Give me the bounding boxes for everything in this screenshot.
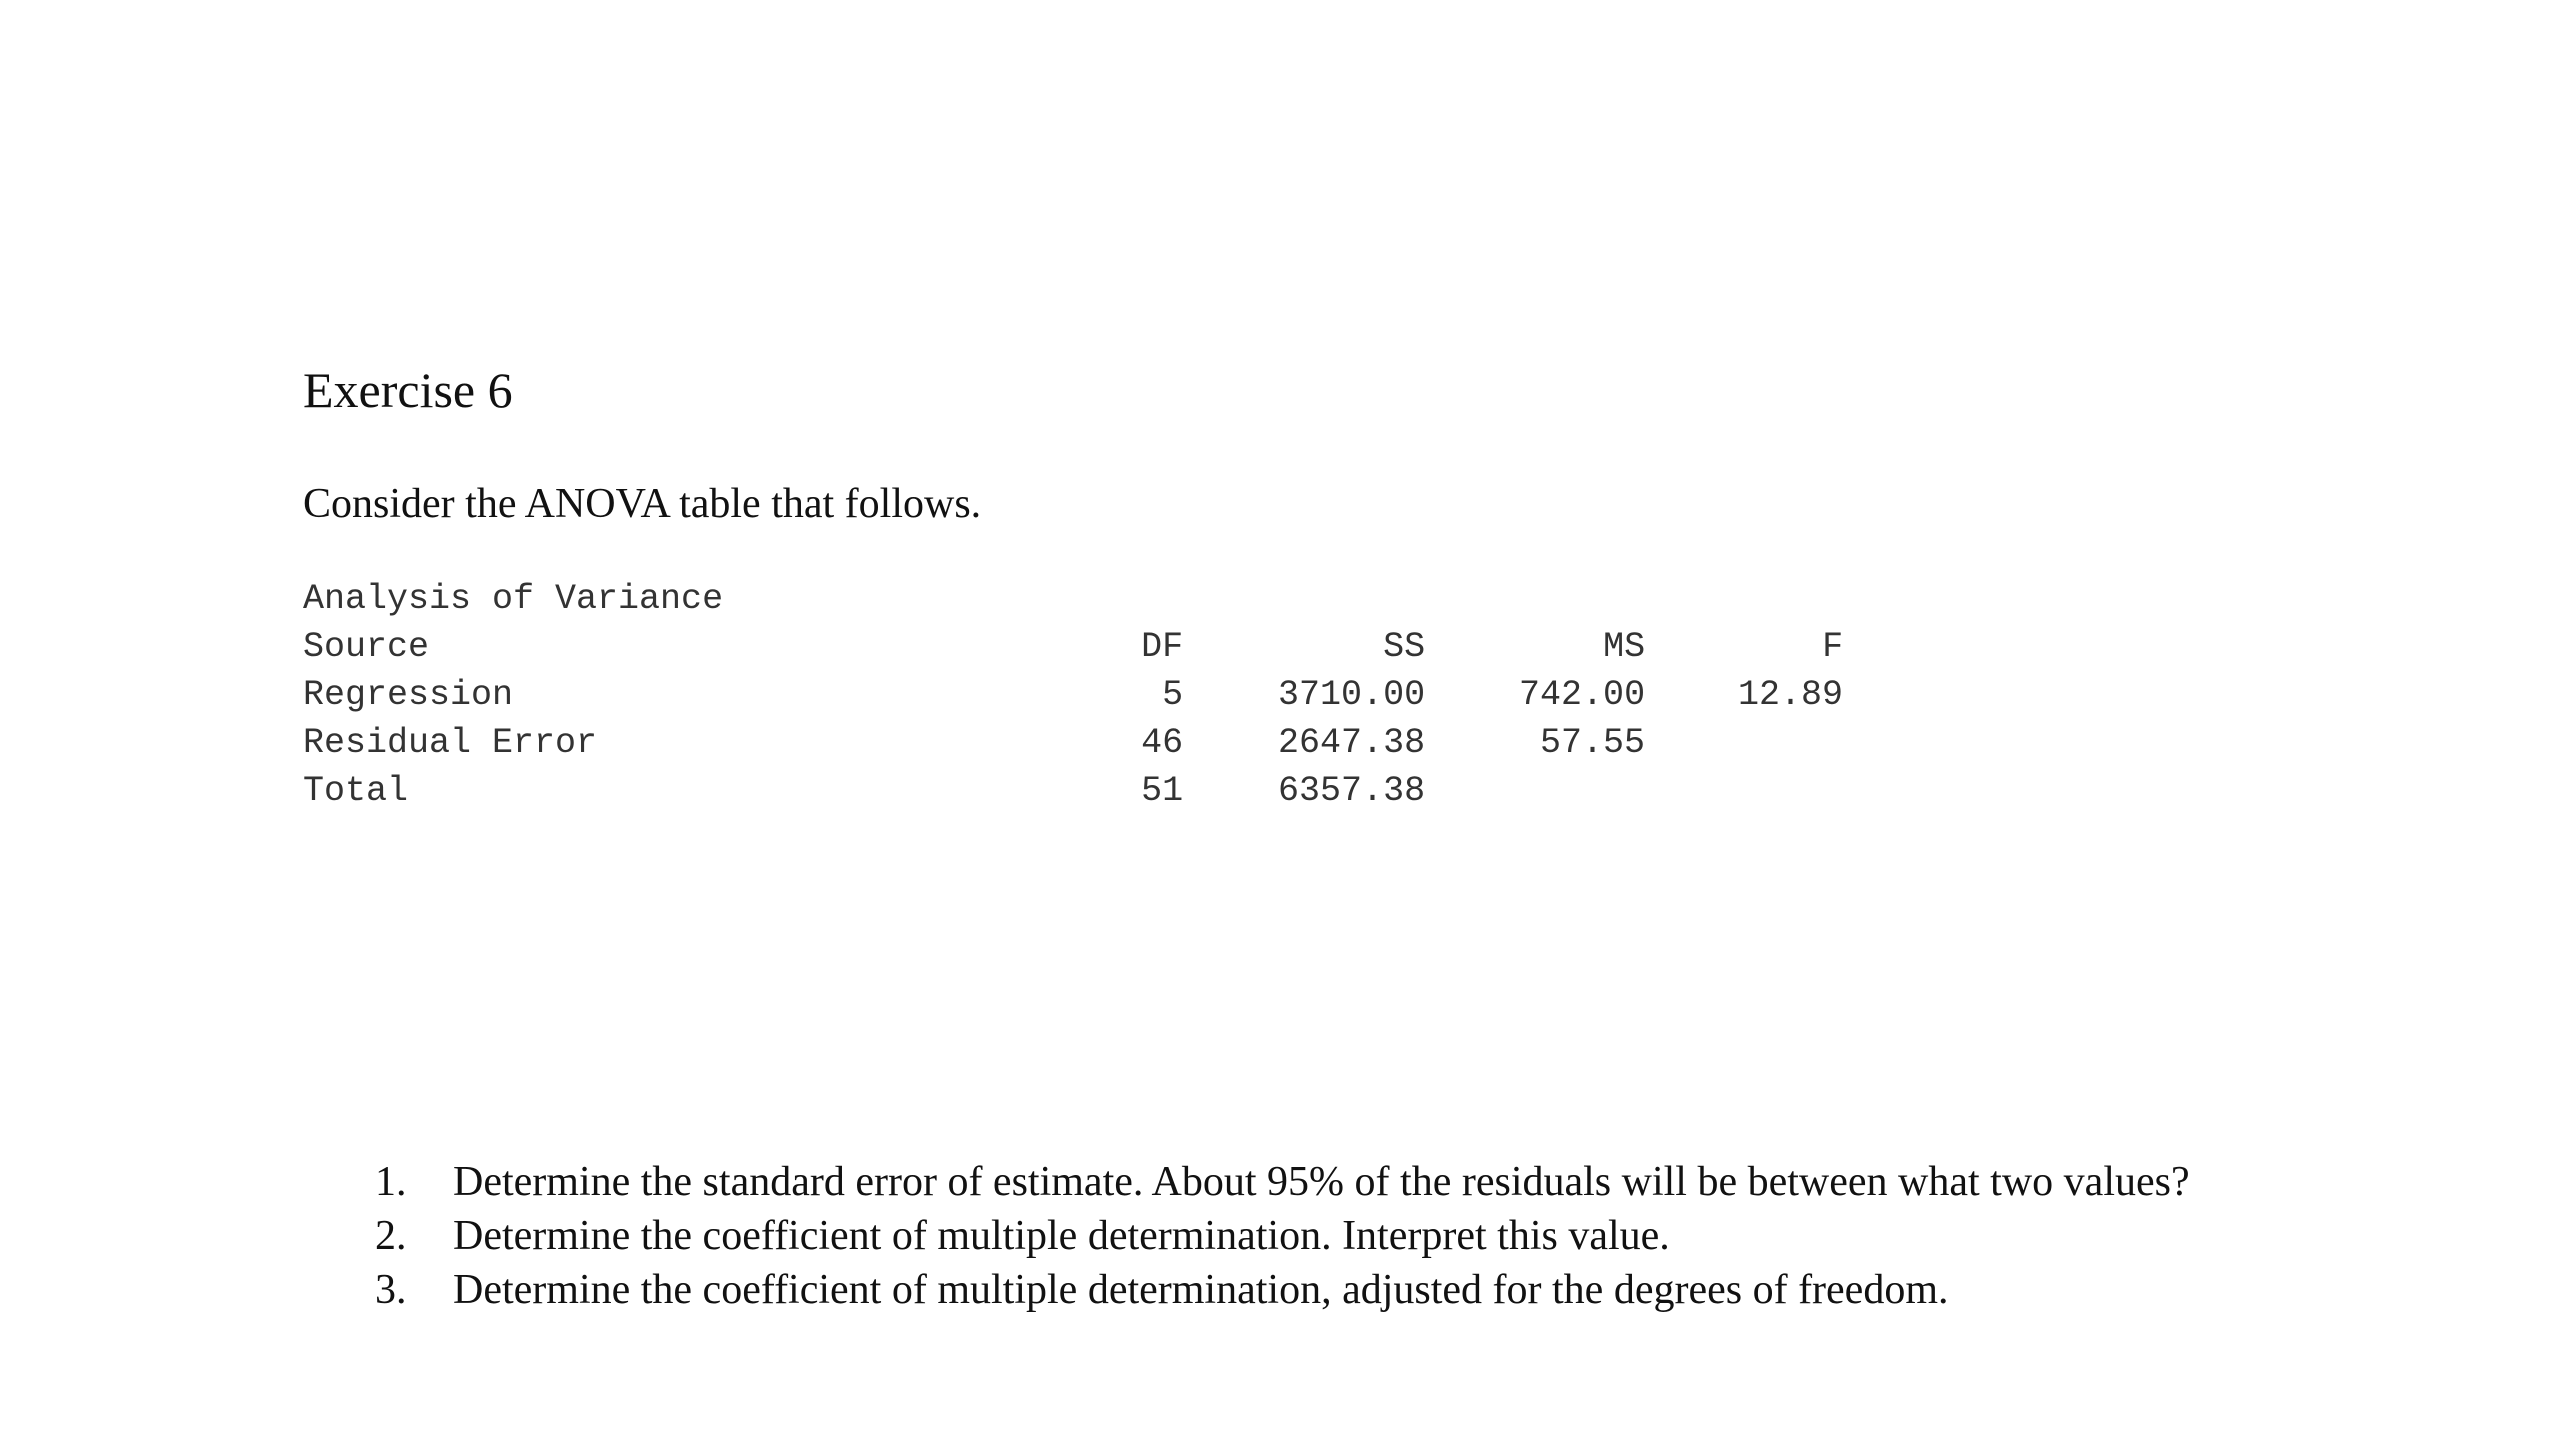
question-text: Determine the coefficient of multiple determination. Interpret this value.: [453, 1213, 1670, 1259]
source-cell: Total: [303, 771, 409, 811]
anova-table: [303, 575, 1844, 815]
column-header-ms: MS: [1603, 627, 1646, 667]
df-cell: 46: [1141, 723, 1184, 763]
column-header-source: Source: [303, 627, 430, 667]
column-header-f: F: [1822, 627, 1844, 667]
f-cell: 12.89: [1738, 675, 1844, 715]
table-row-regression: [303, 671, 1844, 719]
table-row-total: [303, 767, 1426, 815]
anova-table-heading: Analysis of Variance: [303, 579, 724, 619]
ms-cell: 57.55: [1540, 723, 1646, 763]
exercise-title: Exercise 6: [303, 362, 513, 418]
ss-cell: 2647.38: [1278, 723, 1426, 763]
ss-cell: 6357.38: [1278, 771, 1426, 811]
source-cell: Regression: [303, 675, 514, 715]
question-text: Determine the coefficient of multiple determination, adjusted for the degrees of freedom.: [453, 1267, 1949, 1313]
column-header-ss: SS: [1383, 627, 1426, 667]
question-text: Determine the standard error of estimate. About 95% of the residuals will be between what two values?: [453, 1159, 2190, 1205]
ms-cell: 742.00: [1519, 675, 1646, 715]
question-number: 1.: [375, 1159, 407, 1205]
df-cell: 51: [1141, 771, 1184, 811]
question-number: 3.: [375, 1267, 407, 1313]
table-row-residual-error: [303, 719, 1646, 767]
anova-header-row: [303, 623, 1844, 671]
intro-text: Consider the ANOVA table that follows.: [303, 481, 982, 527]
source-cell: Residual Error: [303, 723, 598, 763]
question-number: 2.: [375, 1213, 407, 1259]
column-header-df: DF: [1141, 627, 1184, 667]
df-cell: 5: [1162, 675, 1184, 715]
ss-cell: 3710.00: [1278, 675, 1426, 715]
